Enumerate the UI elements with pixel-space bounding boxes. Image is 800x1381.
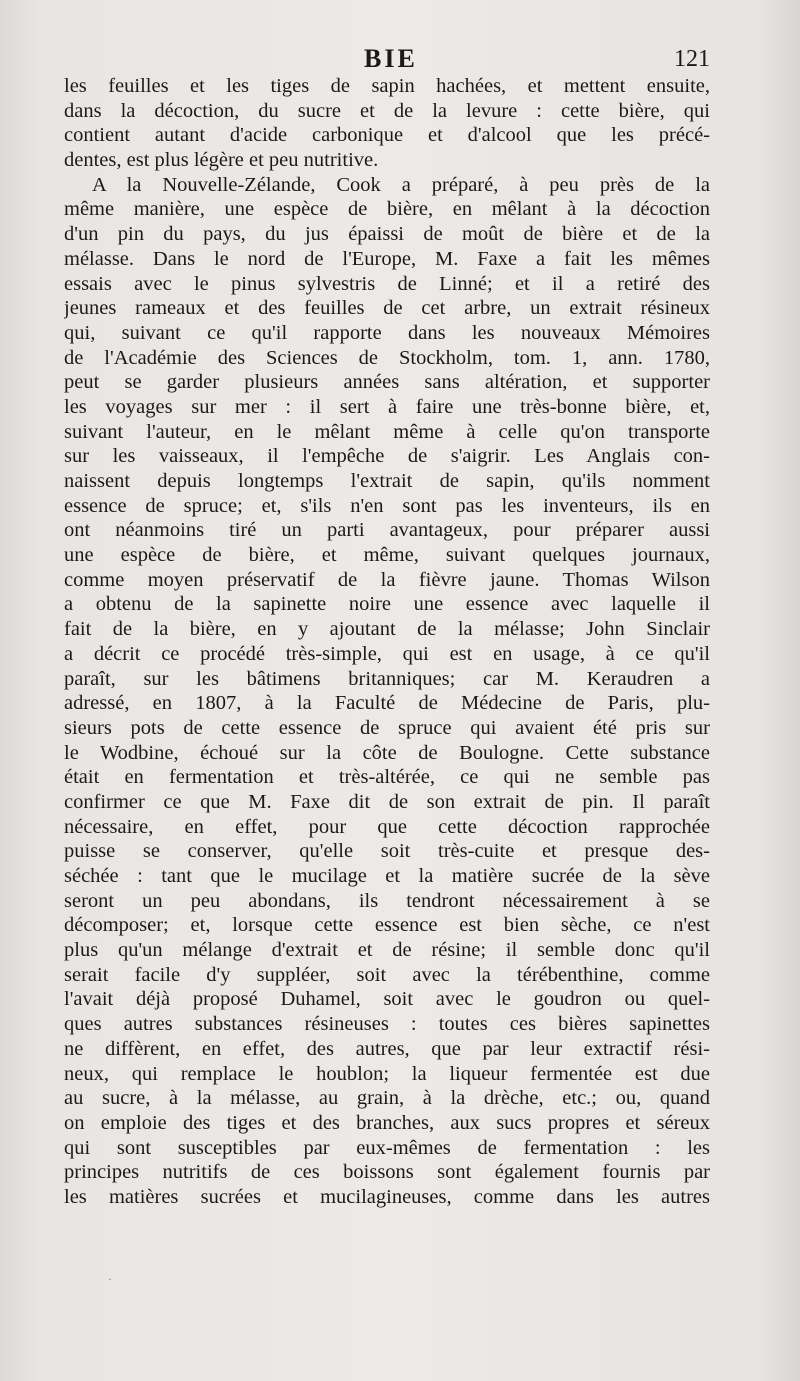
running-head: BIE bbox=[364, 44, 418, 73]
text-line: serait facile d'y suppléer, soit avec la térébenthine, comme bbox=[64, 963, 710, 986]
text-line: fait de la bière, en y ajoutant de la mélasse; John Sinclair bbox=[64, 618, 710, 641]
text-line: paraît, sur les bâtimens britanniques; car M. Keraudren a bbox=[64, 667, 710, 690]
text-line: sur les vaisseaux, il l'empêche de s'aigrir. Les Anglais con- bbox=[64, 445, 710, 468]
text-line: au sucre, à la mélasse, au grain, à la drèche, etc.; ou, quand bbox=[64, 1087, 710, 1110]
text-line: même manière, une espèce de bière, en mêlant à la décoction bbox=[64, 198, 710, 221]
text-line: comme moyen préservatif de la fièvre jaune. Thomas Wilson bbox=[64, 568, 710, 591]
text-line: les matières sucrées et mucilagineuses, comme dans les autres bbox=[64, 1185, 710, 1208]
text-line: naissent depuis longtemps l'extrait de sapin, qu'ils nomment bbox=[64, 470, 710, 492]
text-line: ont néanmoins tiré un parti avantageux, pour préparer aussi bbox=[64, 519, 710, 542]
text-line: peut se garder plusieurs années sans altération, et supporter bbox=[64, 371, 710, 394]
text-line: confirmer ce que M. Faxe dit de son extrait de pin. Il paraît bbox=[64, 790, 710, 813]
page-header bbox=[64, 44, 714, 74]
text-line: plus qu'un mélange d'extrait et de résine; il semble donc qu'il bbox=[64, 939, 710, 962]
text-line: adressé, en 1807, à la Faculté de Médecine de Paris, plu- bbox=[64, 692, 710, 715]
text-line: essence de spruce; et, s'ils n'en sont pas les inventeurs, ils en bbox=[64, 494, 710, 517]
text-line: seront un peu abondans, ils tendront nécessairement à se bbox=[64, 889, 710, 912]
text-line: séchée : tant que le mucilage et la matière sucrée de la sève bbox=[64, 865, 710, 887]
text-line: de l'Académie des Sciences de Stockholm, tom. 1, ann. 1780, bbox=[64, 346, 710, 369]
text-line: qui, suivant ce qu'il rapporte dans les nouveaux Mémoires bbox=[64, 321, 710, 344]
text-line: dans la décoction, du sucre et de la levure : cette bière, qui bbox=[64, 99, 710, 122]
text-line: a obtenu de la sapinette noire une essence avec laquelle il bbox=[64, 593, 710, 616]
text-line: l'avait déjà proposé Duhamel, soit avec le goudron ou quel- bbox=[64, 988, 710, 1011]
text-line: le Wodbine, échoué sur la côte de Boulogne. Cette substance bbox=[64, 741, 710, 764]
text-line: jeunes rameaux et des feuilles de cet arbre, un extrait résineux bbox=[64, 297, 710, 320]
text-line: les feuilles et les tiges de sapin hachées, et mettent ensuite, bbox=[64, 75, 710, 97]
text-line: dentes, est plus légère et peu nutritive. bbox=[64, 149, 379, 172]
text-line: mélasse. Dans le nord de l'Europe, M. Faxe a fait les mêmes bbox=[64, 247, 710, 270]
text-line: principes nutritifs de ces boissons sont également fournis par bbox=[64, 1161, 710, 1184]
text-line: ne diffèrent, en effet, des autres, que par leur extractif rési- bbox=[64, 1037, 710, 1060]
body-text bbox=[64, 74, 710, 1210]
text-line: A la Nouvelle-Zélande, Cook a préparé, à peu près de la bbox=[92, 173, 710, 196]
text-line: décomposer; et, lorsque cette essence est bien sèche, ce n'est bbox=[64, 914, 710, 937]
text-line: a décrit ce procédé très-simple, qui est en usage, à ce qu'il bbox=[64, 642, 710, 665]
text-line: ques autres substances résineuses : toutes ces bières sapinettes bbox=[64, 1013, 710, 1036]
text-line: nécessaire, en effet, pour que cette décoction rapprochée bbox=[64, 815, 710, 838]
text-line: neux, qui remplace le houblon; la liqueur fermentée est due bbox=[64, 1062, 710, 1085]
text-line: puisse se conserver, qu'elle soit très-cuite et presque des- bbox=[64, 840, 710, 863]
text-line: contient autant d'acide carbonique et d'alcool que les précé- bbox=[64, 124, 710, 147]
text-line: suivant l'auteur, en le mêlant même à celle qu'on transporte bbox=[64, 420, 710, 443]
page-number: 121 bbox=[674, 46, 710, 72]
text-line: était en fermentation et très-altérée, ce qui ne semble pas bbox=[64, 766, 710, 789]
text-line: les voyages sur mer : il sert à faire une très-bonne bière, et, bbox=[64, 395, 710, 418]
text-line: qui sont susceptibles par eux-mêmes de fermentation : les bbox=[64, 1136, 710, 1159]
text-line: sieurs pots de cette essence de spruce qui avaient été pris sur bbox=[64, 716, 710, 739]
text-line: on emploie des tiges et des branches, aux sucs propres et séreux bbox=[64, 1111, 710, 1134]
text-line: d'un pin du pays, du jus épaissi de moût de bière et de la bbox=[64, 223, 710, 246]
print-speck: · bbox=[108, 1272, 112, 1286]
text-line: une espèce de bière, et même, suivant quelques journaux, bbox=[64, 544, 710, 567]
text-line: essais avec le pinus sylvestris de Linné; et il a retiré des bbox=[64, 272, 710, 295]
